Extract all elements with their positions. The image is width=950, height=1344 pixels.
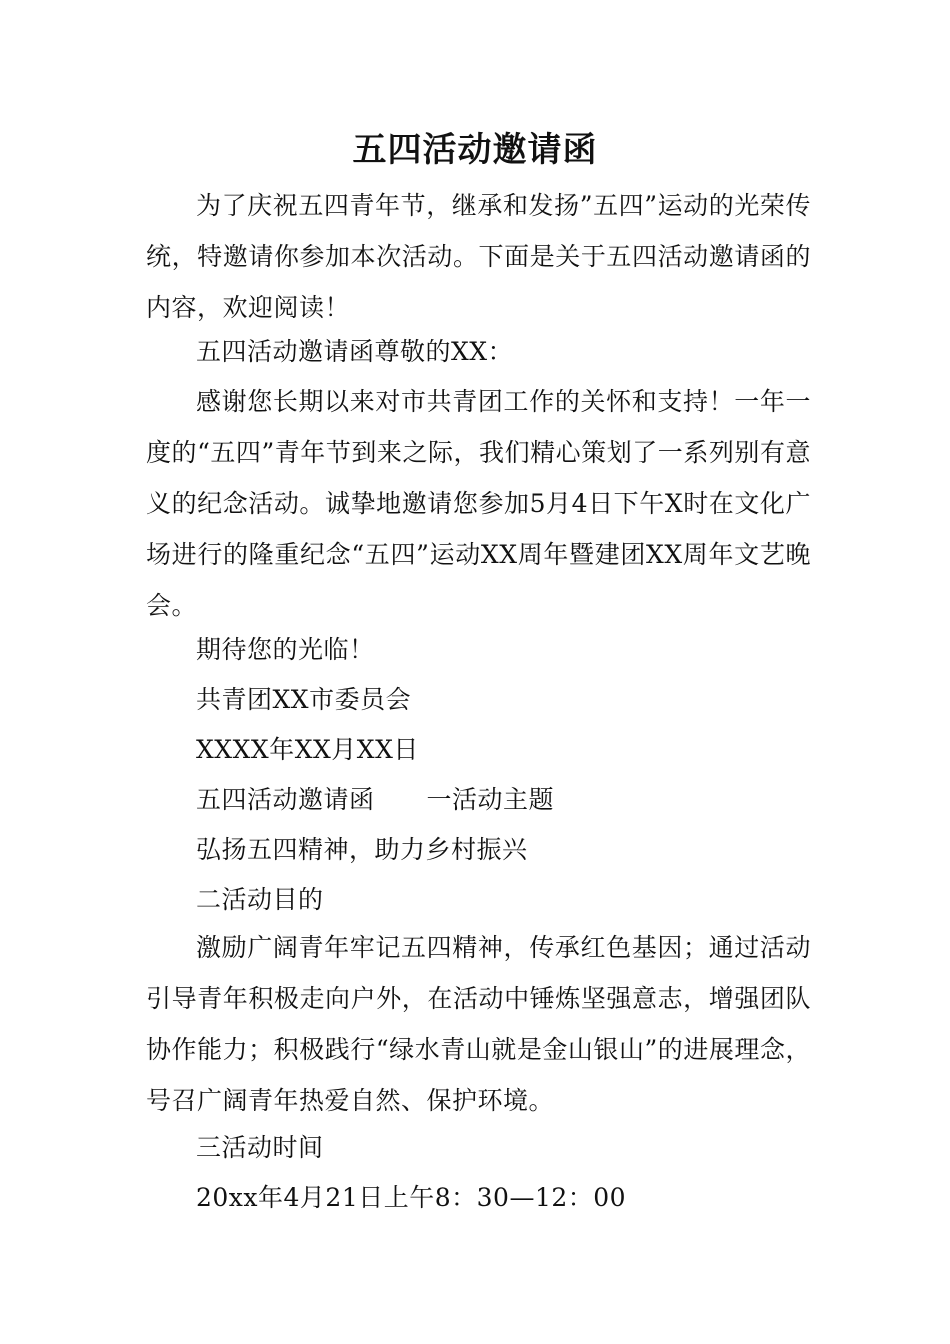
section1-text: 弘扬五四精神，助力乡村振兴	[196, 835, 528, 864]
sender-line: 共青团XX市委员会	[196, 685, 412, 714]
section1-heading: 一活动主题	[426, 785, 555, 814]
document-title: 五四活动邀请函	[352, 130, 598, 170]
invitation-body-paragraph: 感谢您长期以来对市共青团工作的关怀和支持！一年一度的“五四”青年节到来之际，我们精心策划了一系列别有意义的纪念活动。诚挚地邀请您参加5月4日下午X时在文化广场进行的隆重纪念“五四”运动XX周年暨建团XX周年文艺晚会。	[146, 387, 811, 620]
section3-text: 20xx年4月21日上午8：30—12：00	[196, 1183, 627, 1212]
section-doc-title: 五四活动邀请函	[196, 785, 375, 814]
section3-heading: 三活动时间	[196, 1133, 324, 1162]
date-line: XXXX年XX月XX日	[196, 735, 419, 764]
section2-paragraph: 激励广阔青年牢记五四精神，传承红色基因；通过活动引导青年积极走向户外，在活动中锤炼坚强意志，增强团队协作能力；积极践行“绿水青山就是金山银山”的进展理念，号召广阔青年热爱自然、保护环境。	[146, 933, 811, 1115]
section-header-line	[196, 774, 816, 825]
closing-line: 期待您的光临！	[196, 635, 375, 664]
intro-paragraph: 为了庆祝五四青年节，继承和发扬”五四”运动的光荣传统，特邀请你参加本次活动。下面是关于五四活动邀请函的内容，欢迎阅读！	[146, 191, 811, 322]
salutation-line: 五四活动邀请函尊敬的XX：	[196, 337, 514, 366]
section2-heading: 二活动目的	[196, 885, 324, 914]
